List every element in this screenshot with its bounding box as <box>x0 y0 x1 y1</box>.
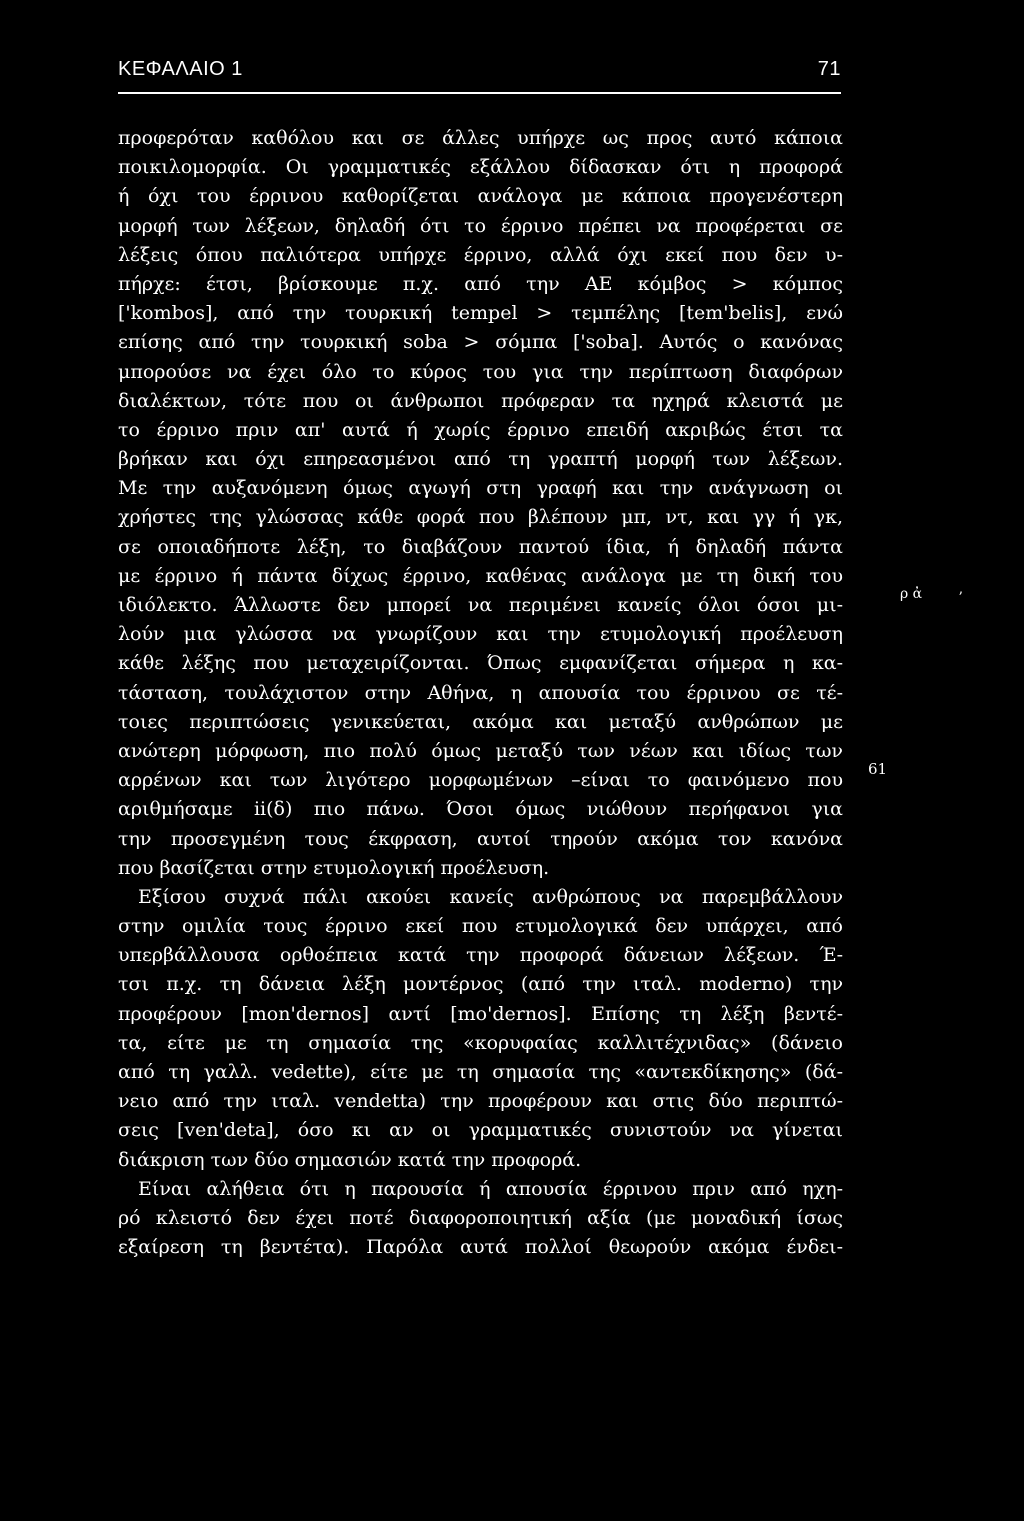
text-line: Είναι αλήθεια ότι η παρουσία ή απουσία έρρινου πριν από ηχη- <box>138 1177 843 1200</box>
text-line: προφέρουν [mon'dernos] αντί [mo'dernos]. Επίσης τη λέξη βεντέ- <box>118 1002 843 1025</box>
text-line: αριθμήσαμε ii(δ) πιο πάνω. Όσοι όμως νιώθουν περήφανοι για <box>118 798 843 821</box>
text-line: σεις [ven'deta], όσο κι αν οι γραμματικές συνιστούν να γίνεται <box>118 1119 843 1142</box>
text-line: μπορούσε να έχει όλο το κύρος του για την περίπτωση διαφόρων <box>118 360 843 383</box>
text-line: βρήκαν και όχι επηρεασμένοι από τη γραπτή μορφή των λέξεων. <box>118 448 843 471</box>
text-line: τοιες περιπτώσεις γενικεύεται, ακόμα και μεταξύ ανθρώπων με <box>118 710 843 733</box>
text-line: το έρρινο πριν απ' αυτά ή χωρίς έρρινο επειδή ακριβώς έτσι τα <box>118 418 843 441</box>
text-line: αρρένων και των λιγότερο μορφωμένων –είναι το φαινόμενο που <box>118 769 843 792</box>
margin-mark-tick: ʼ <box>958 590 963 606</box>
text-line: σε οποιαδήποτε λέξη, το διαβάζουν παντού ίδια, ή δηλαδή πάντα <box>118 535 843 558</box>
text-line: ποικιλομορφία. Οι γραμματικές εξάλλου δίδασκαν ότι η προφορά <box>118 156 843 179</box>
text-line: ['kombos], από την τουρκική tempel > τεμπέλης [tem'belis], ενώ <box>118 302 843 325</box>
text-line: Με την αυξανόμενη όμως αγωγή στη γραφή και την ανάγνωση οι <box>118 477 843 500</box>
running-head <box>118 58 841 94</box>
text-line: την προσεγμένη τους έκφραση, αυτοί τηρούν ακόμα τον κανόνα <box>118 827 843 850</box>
text-line: επίσης από την τουρκική soba > σόμπα ['soba]. Αυτός ο κανόνας <box>118 331 843 354</box>
text-line: ανώτερη μόρφωση, πιο πολύ όμως μεταξύ των νέων και ιδίως των <box>118 739 843 762</box>
text-line: χρήστες της γλώσσας κάθε φορά που βλέπουν μπ, ντ, και γγ ή γκ, <box>118 506 843 529</box>
text-line: νειο από την ιταλ. vendetta) την προφέρουν και στις δύο περιπτώ- <box>118 1090 843 1113</box>
text-line: από τη γαλλ. vedette), είτε με τη σημασία της «αντεκδίκησης» (δά- <box>118 1061 843 1083</box>
text-line: ή όχι του έρρινου καθορίζεται ανάλογα με κάποια προγενέστερη <box>118 185 843 208</box>
text-line: ιδιόλεκτο. Άλλωστε δεν μπορεί να περιμένει κανείς όλοι όσοι μι- <box>118 594 843 616</box>
margin-mark-upper: ρ ἀ <box>900 586 923 602</box>
text-line: τσι π.χ. τη δάνεια λέξη μοντέρνος (από την ιταλ. moderno) την <box>118 973 843 996</box>
text-line: διάκριση των δύο σημασιών κατά την προφορά. <box>118 1148 582 1171</box>
chapter-title: ΚΕΦΑΛΑΙΟ 1 <box>118 58 243 80</box>
text-line: λέξεις όπου παλιότερα υπήρχε έρρινο, αλλά όχι εκεί που δεν υ- <box>118 243 843 266</box>
page-number: 71 <box>817 58 841 80</box>
text-line: στην ομιλία τους έρρινο εκεί που ετυμολογικά δεν υπάρχει, από <box>118 915 843 938</box>
margin-mark-lower: 61 <box>868 760 888 778</box>
text-line: που βασίζεται στην ετυμολογική προέλευση. <box>118 856 550 879</box>
text-line: Εξίσου συχνά πάλι ακούει κανείς ανθρώπους να παρεμβάλλουν <box>138 885 843 908</box>
text-line: τάσταση, τουλάχιστον στην Αθήνα, η απουσία του έρρινου σε τέ- <box>118 681 843 704</box>
text-line: διαλέκτων, τότε που οι άνθρωποι πρόφεραν τα ηχηρά κλειστά με <box>118 389 843 412</box>
text-line: μορφή των λέξεων, δηλαδή ότι το έρρινο πρέπει να προφέρεται σε <box>118 214 843 237</box>
text-line: εξαίρεση τη βεντέτα). Παρόλα αυτά πολλοί θεωρούν ακόμα ένδει- <box>118 1236 843 1259</box>
text-line: με έρρινο ή πάντα δίχως έρρινο, καθένας ανάλογα με τη δική του <box>118 564 843 587</box>
text-line: ρό κλειστό δεν έχει ποτέ διαφοροποιητική αξία (με μοναδική ίσως <box>118 1206 843 1229</box>
text-line: κάθε λέξης που μεταχειρίζονται. Όπως εμφανίζεται σήμερα η κα- <box>118 652 843 675</box>
text-line: πήρχε: έτσι, βρίσκουμε π.χ. από την ΑΕ κόμβος > κόμπος <box>118 272 843 295</box>
text-line: υπερβάλλουσα ορθοέπεια κατά την προφορά δάνειων λέξεων. Έ- <box>118 944 843 967</box>
text-line: τα, είτε με τη σημασία της «κορυφαίας καλλιτέχνιδας» (δάνειο <box>118 1031 843 1054</box>
text-line: λούν μια γλώσσα να γνωρίζουν και την ετυμολογική προέλευση <box>118 623 843 646</box>
text-line: προφερόταν καθόλου και σε άλλες υπήρχε ως προς αυτό κάποια <box>118 127 843 149</box>
body-text <box>118 124 843 1262</box>
